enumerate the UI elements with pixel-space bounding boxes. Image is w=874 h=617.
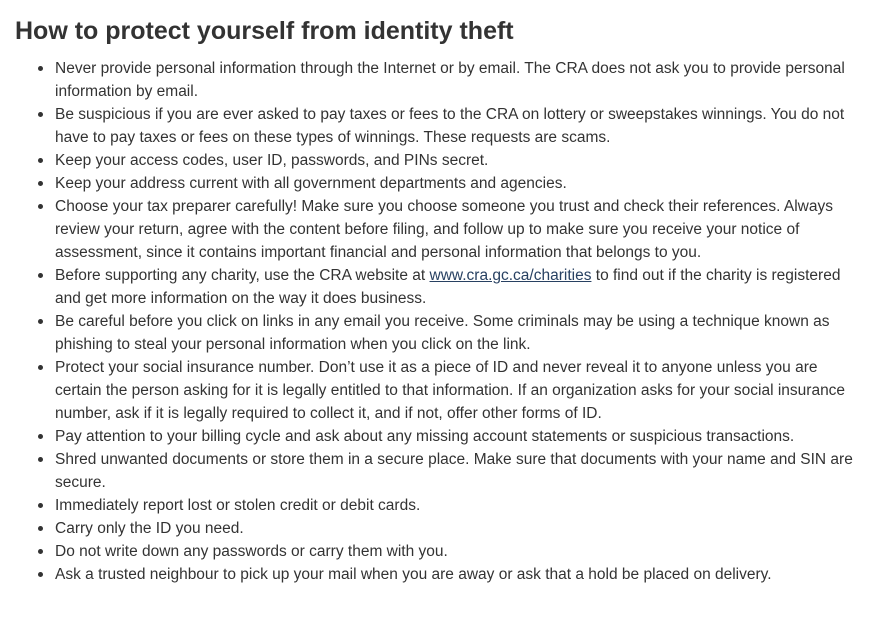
tip-item: Be suspicious if you are ever asked to pay taxes or fees to the CRA on lottery or sweepstakes winnings. You do not have to pay taxes or fees on these types of winnings. These requests are scams. [55, 103, 860, 149]
tips-list [15, 57, 860, 586]
tip-item: Ask a trusted neighbour to pick up your mail when you are away or ask that a hold be placed on delivery. [55, 563, 860, 586]
tip-item: Protect your social insurance number. Don’t use it as a piece of ID and never reveal it to anyone unless you are certain the person asking for it is legally entitled to that information. If an organization asks for your social insurance number, ask if it is legally required to collect it, and if not, offer other forms of ID. [55, 356, 860, 425]
tip-item: Immediately report lost or stolen credit or debit cards. [55, 494, 860, 517]
page-title: How to protect yourself from identity theft [15, 17, 514, 45]
tip-item: Never provide personal information through the Internet or by email. The CRA does not ask you to provide personal information by email. [55, 57, 860, 103]
tip-text-before: Before supporting any charity, use the CRA website at [55, 267, 430, 284]
charities-link[interactable]: www.cra.gc.ca/charities [429, 267, 592, 284]
tip-item: Keep your access codes, user ID, passwords, and PINs secret. [55, 149, 860, 172]
tip-text-after: to find out if the charity is registered and get more information on the way it does business. [55, 267, 841, 307]
tip-item: Do not write down any passwords or carry them with you. [55, 540, 860, 563]
tip-item: Keep your address current with all government departments and agencies. [55, 172, 860, 195]
tip-item-charity [55, 264, 860, 310]
tip-item: Pay attention to your billing cycle and ask about any missing account statements or suspicious transactions. [55, 425, 860, 448]
tip-item: Choose your tax preparer carefully! Make sure you choose someone you trust and check their references. Always review your return, agree with the content before filing, and follow up to make sure you receive your notice of assessment, since it contains important financial and personal information that belongs to you. [55, 195, 860, 264]
tip-item: Carry only the ID you need. [55, 517, 860, 540]
tip-item: Be careful before you click on links in any email you receive. Some criminals may be using a technique known as phishing to steal your personal information when you click on the link. [55, 310, 860, 356]
tip-item: Shred unwanted documents or store them in a secure place. Make sure that documents with your name and SIN are secure. [55, 448, 860, 494]
